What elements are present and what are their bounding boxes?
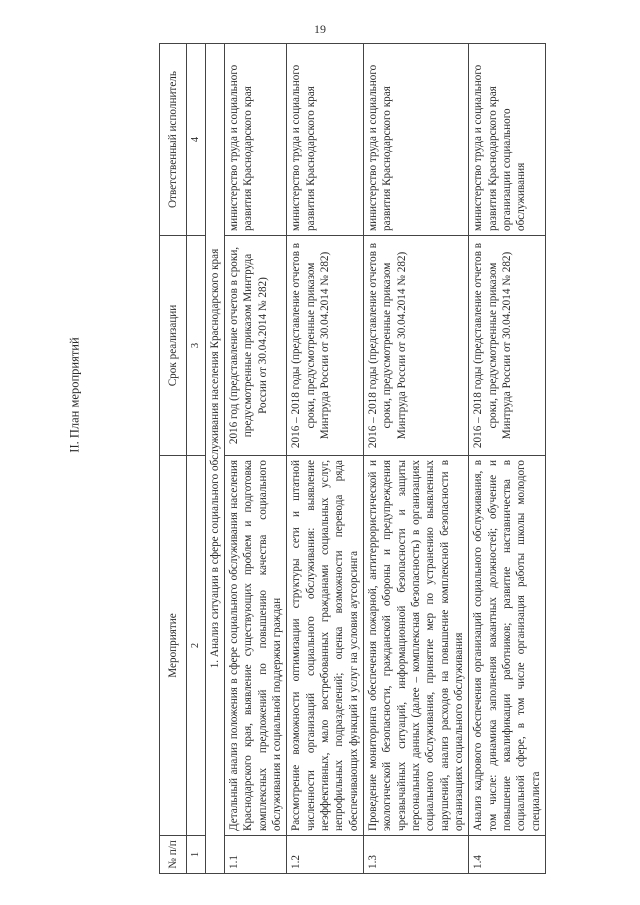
row-event: Проведение мониторинга обеспечения пожарной, антитеррористической и экологической безопасности, гражданской обороны и предупреждения чрезвычайных ситуаций, информационной безопасности и защиты персональных данных (далее – комплексная безопасность) в организациях социального обслуживания, принятие мер по устранению выявленных нарушений, анализ расходов на повышение комплексной безопасности в организациях социального обслуживания	[364, 456, 469, 836]
row-responsible: министерство труда и социального развития Краснодарского края	[225, 44, 287, 236]
column-number-row	[187, 44, 205, 874]
header-row	[160, 44, 187, 874]
header-responsible: Ответственный исполнитель	[160, 44, 187, 236]
plan-table	[159, 43, 546, 874]
row-term: 2016 – 2018 годы (представление отчетов в сроки, предусмотренные приказом Минтруда России от 30.04.2014 № 282)	[364, 236, 469, 456]
header-term: Срок реализации	[160, 236, 187, 456]
column-number-3: 3	[187, 236, 205, 456]
table-row	[287, 44, 364, 874]
row-number: 1.4	[469, 836, 546, 874]
header-no: № п/п	[160, 836, 187, 874]
row-event: Рассмотрение возможности оптимизации структуры сети и штатной численности организаций социального обслуживания: выявление неэффективных, мало востребованных гражданами социальных услуг, непрофильных подразделений; оценка возможности перевода ряда обеспечивающих функций и услуг на условия аутсорсинга	[287, 456, 364, 836]
header-event: Мероприятие	[160, 456, 187, 836]
column-number-1: 1	[187, 836, 205, 874]
row-responsible: министерство труда и социального развития Краснодарского края	[364, 44, 469, 236]
row-number: 1.2	[287, 836, 364, 874]
table-row	[225, 44, 287, 874]
row-term: 2016 год (представление отчетов в сроки, предусмотренные приказом Минтруда России от 30.04.2014 № 282)	[225, 236, 287, 456]
table-row	[364, 44, 469, 874]
plan-title: II. План мероприятий	[67, 337, 82, 453]
row-number: 1.3	[364, 836, 469, 874]
page-number: 19	[314, 22, 326, 36]
row-term: 2016 – 2018 годы (представление отчетов в сроки, предусмотренные приказом Минтруда России от 30.04.2014 № 282)	[287, 236, 364, 456]
table-row	[469, 44, 546, 874]
row-responsible: министерство труда и социального развития Краснодарского края организации социального обслуживания	[469, 44, 546, 236]
row-term: 2016 – 2018 годы (представление отчетов в сроки, предусмотренные приказом Минтруда России от 30.04.2014 № 282)	[469, 236, 546, 456]
row-responsible: министерство труда и социального развития Краснодарского края	[287, 44, 364, 236]
rotated-table-container	[159, 44, 546, 874]
column-number-4: 4	[187, 44, 205, 236]
section-row	[205, 44, 224, 874]
column-number-2: 2	[187, 456, 205, 836]
row-event: Детальный анализ положения в сфере социального обслуживания населения Краснодарского края, выявление существующих проблем и подготовка комплексных предложений по повышению качества социального обслуживания и социальной поддержки граждан	[225, 456, 287, 836]
row-number: 1.1	[225, 836, 287, 874]
section-title: 1. Анализ ситуации в сфере социального обслуживания населения Краснодарского края	[205, 44, 224, 874]
row-event: Анализ кадрового обеспечения организаций социального обслуживания, в том числе: динамика заполнения вакантных должностей; обучение и повышение квалификации работников; развитие наставничества в социальной сфере, в том числе организация работы школы молодого специалиста	[469, 456, 546, 836]
